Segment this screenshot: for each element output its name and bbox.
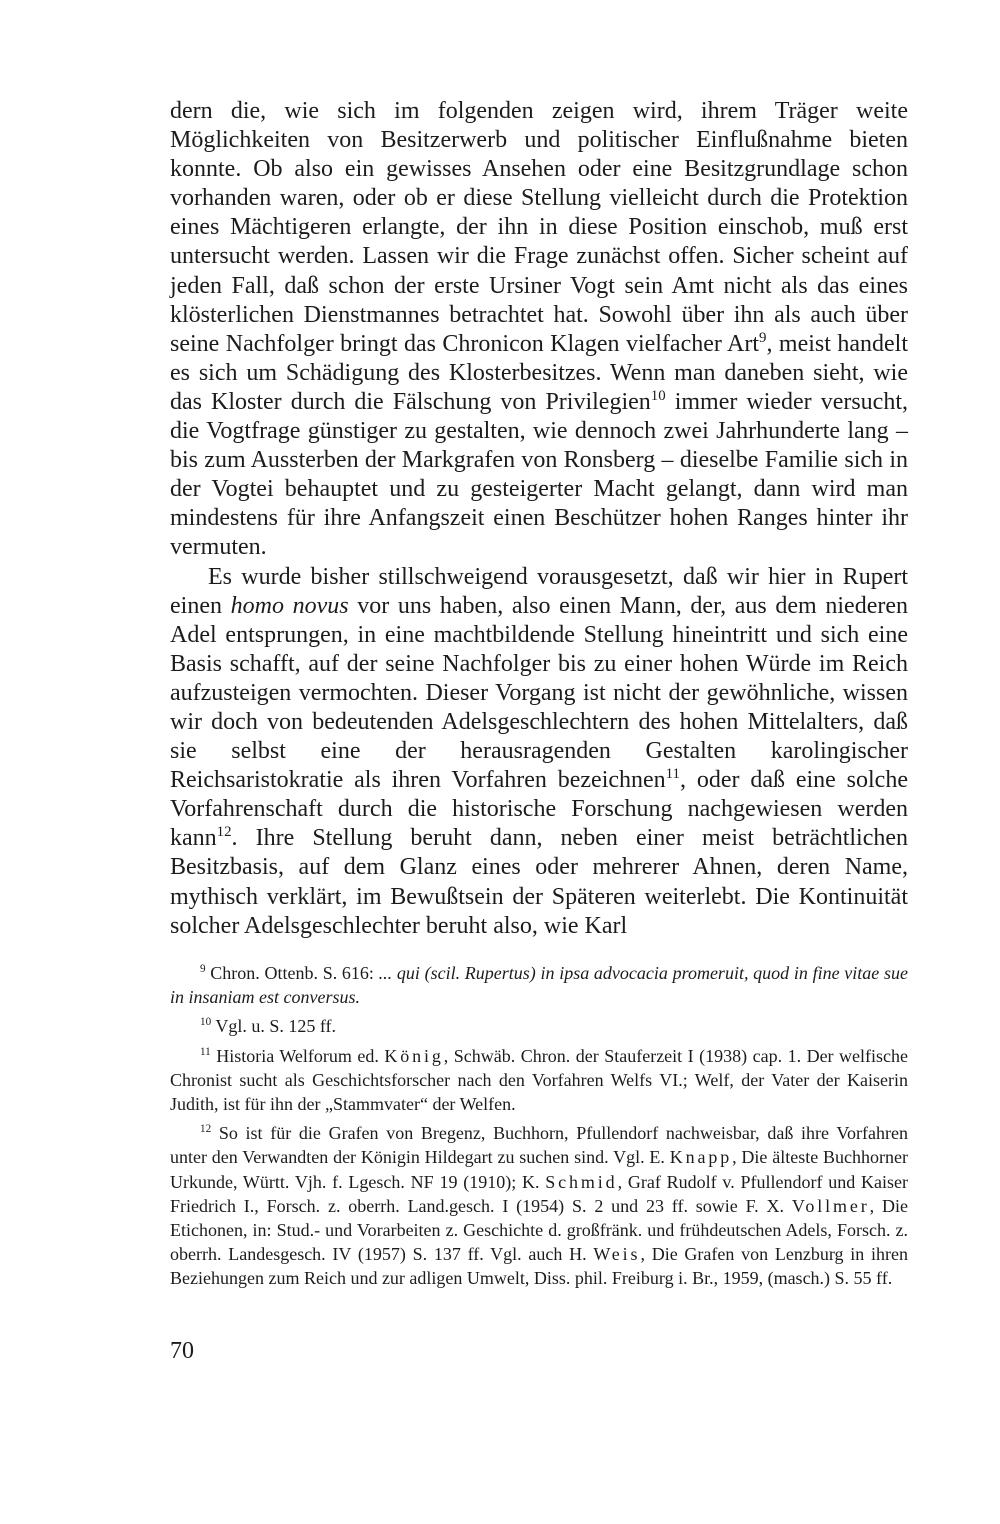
text-run: Vgl. u. S. 125 ff. xyxy=(211,1016,337,1037)
footnote-11 xyxy=(170,1044,908,1117)
main-text xyxy=(170,97,908,941)
text-run: , meist handelt es sich um Schädigung des Klosterbesitzes. Wenn man daneben sieht, wie das Kloster durch die Fälschung von Privilegien xyxy=(170,330,909,415)
footnotes xyxy=(170,961,908,1291)
footnote-ref-10: 10 xyxy=(650,387,666,404)
footnote-number: 11 xyxy=(200,1045,211,1058)
text-run: . Ihre Stellung beruht dann, neben einer meist beträchtlichen Besitzbasis, auf dem Glanz eines oder mehrerer Ahnen, deren Name, mythisch verklärt, im Bewußtsein der Späteren weiterlebt. Die Kontinuität solcher Adelsgeschlechter beruht also, wie Karl xyxy=(170,825,908,939)
text-run: Chron. Ottenb. S. 616: xyxy=(205,963,379,983)
text-run: , oder daß eine solche Vorfahrenschaft durch die historische Forschung nachgewiesen werden kann xyxy=(170,767,908,852)
italic-term: homo novus xyxy=(230,592,349,619)
footnote-9 xyxy=(170,961,908,1009)
text-run: Es wurde bisher stillschweigend vorausgesetzt, daß wir hier in Rupert einen xyxy=(170,563,908,619)
footnote-ref-12: 12 xyxy=(216,824,232,841)
author-name: Schmid xyxy=(545,1171,618,1192)
text-run: immer wieder versucht, die Vogtfrage günstiger zu gestalten, wie dennoch zwei Jahrhunderte lang – bis zum Aussterben der Markgrafen von Ronsberg – dieselbe Familie sich in der Vogtei behauptet und zu gesteigerter Macht gelangt, dann wird man mindestens für ihre Anfangszeit einen Beschützer hohen Ranges hinter ihr vermuten. xyxy=(170,388,908,561)
footnote-number: 9 xyxy=(200,963,206,975)
footnote-ref-11: 11 xyxy=(665,766,680,783)
author-name: König xyxy=(384,1045,444,1066)
body-paragraph xyxy=(170,563,908,941)
italic-quote: ... qui (scil. Rupertus) in ipsa advocacia promeruit, quod in fine vitae sue in insaniam est conversus. xyxy=(170,963,908,1008)
text-run: , Schwäb. Chron. der Stauferzeit I (1938) cap. 1. Der welfische Chronist sucht als Geschichtsforscher nach den Vorfahren Welfs VI.; Welf, der Vater der Kaiserin Judith, ist für ihn der „Stammvater“ der Welfen. xyxy=(170,1045,909,1115)
text-run: Historia Welforum ed. xyxy=(210,1045,385,1066)
author-name: Weis xyxy=(593,1244,641,1265)
text-run: dern die, wie sich im folgenden zeigen wird, ihrem Träger weite Möglichkeiten von Besitzerwerb und politischer Einflußnahme bieten konnte. Ob also ein gewisses Ansehen oder eine Besitzgrundlage schon vorhanden waren, oder ob er diese Stellung vielleicht durch die Protektion eines Mächtigeren erlangte, der ihn in diese Position einschob, muß erst untersucht werden. Lassen wir die Frage zunächst offen. Sicher scheint auf jeden Fall, daß schon der erste Ursiner Vogt sein Amt nicht als das eines klösterlichen Dienstmannes betrachtet hat. Sowohl über ihn als auch über seine Nachfolger bringt das Chronicon Klagen vielfacher Art xyxy=(170,98,908,357)
text-run: , Die Etichonen, in: Stud.- und Vorarbeiten z. Geschichte d. großfränk. und frühdeutschen Adels, Forsch. z. oberrh. Landesgesch. IV (1957) S. 137 ff. Vgl. auch H. xyxy=(170,1195,908,1265)
footnote-number: 10 xyxy=(200,1016,212,1029)
footnote-12 xyxy=(170,1121,908,1290)
body-paragraph xyxy=(170,97,908,563)
footnote-ref-9: 9 xyxy=(759,329,767,346)
text-run: vor uns haben, also einen Mann, der, aus dem niederen Adel entsprungen, in eine machtbildende Stellung hineintritt und sich eine Basis schafft, auf der seine Nachfolger bis zu einer hohen Würde im Reich aufzusteigen vermochten. Dieser Vorgang ist nicht der gewöhnliche, wissen wir doch von bedeutenden Adelsgeschlechtern des hohen Mittelalters, daß sie selbst eine der herausragenden Gestalten karolingischer Reichsaristokratie als ihren Vorfahren bezeichnen xyxy=(170,592,908,794)
author-name: Knapp xyxy=(669,1147,733,1168)
text-run: So ist für die Grafen von Bregenz, Buchhorn, Pfullendorf nachweisbar, daß ihre Vorfahren unter den Verwandten der Königin Hildegart zu suchen sind. Vgl. E. xyxy=(170,1123,908,1168)
author-name: Vollmer xyxy=(791,1195,870,1216)
footnote-number: 12 xyxy=(200,1123,212,1136)
footnote-10 xyxy=(170,1014,908,1038)
text-run: , Die Grafen von Lenzburg in ihren Beziehungen zum Reich und zur adligen Umwelt, Diss. phil. Freiburg i. Br., 1959, (masch.) S. 55 ff. xyxy=(170,1244,909,1289)
text-run: , Graf Rudolf v. Pfullendorf und Kaiser Friedrich I., Forsch. z. oberrh. Land.gesch. I (1954) S. 2 und 23 ff. sowie F. X. xyxy=(170,1171,908,1216)
text-run: , Die älteste Buchhorner Urkunde, Württ. Vjh. f. Lgesch. NF 19 (1910); K. xyxy=(170,1147,908,1192)
page-number: 70 xyxy=(170,1338,194,1364)
